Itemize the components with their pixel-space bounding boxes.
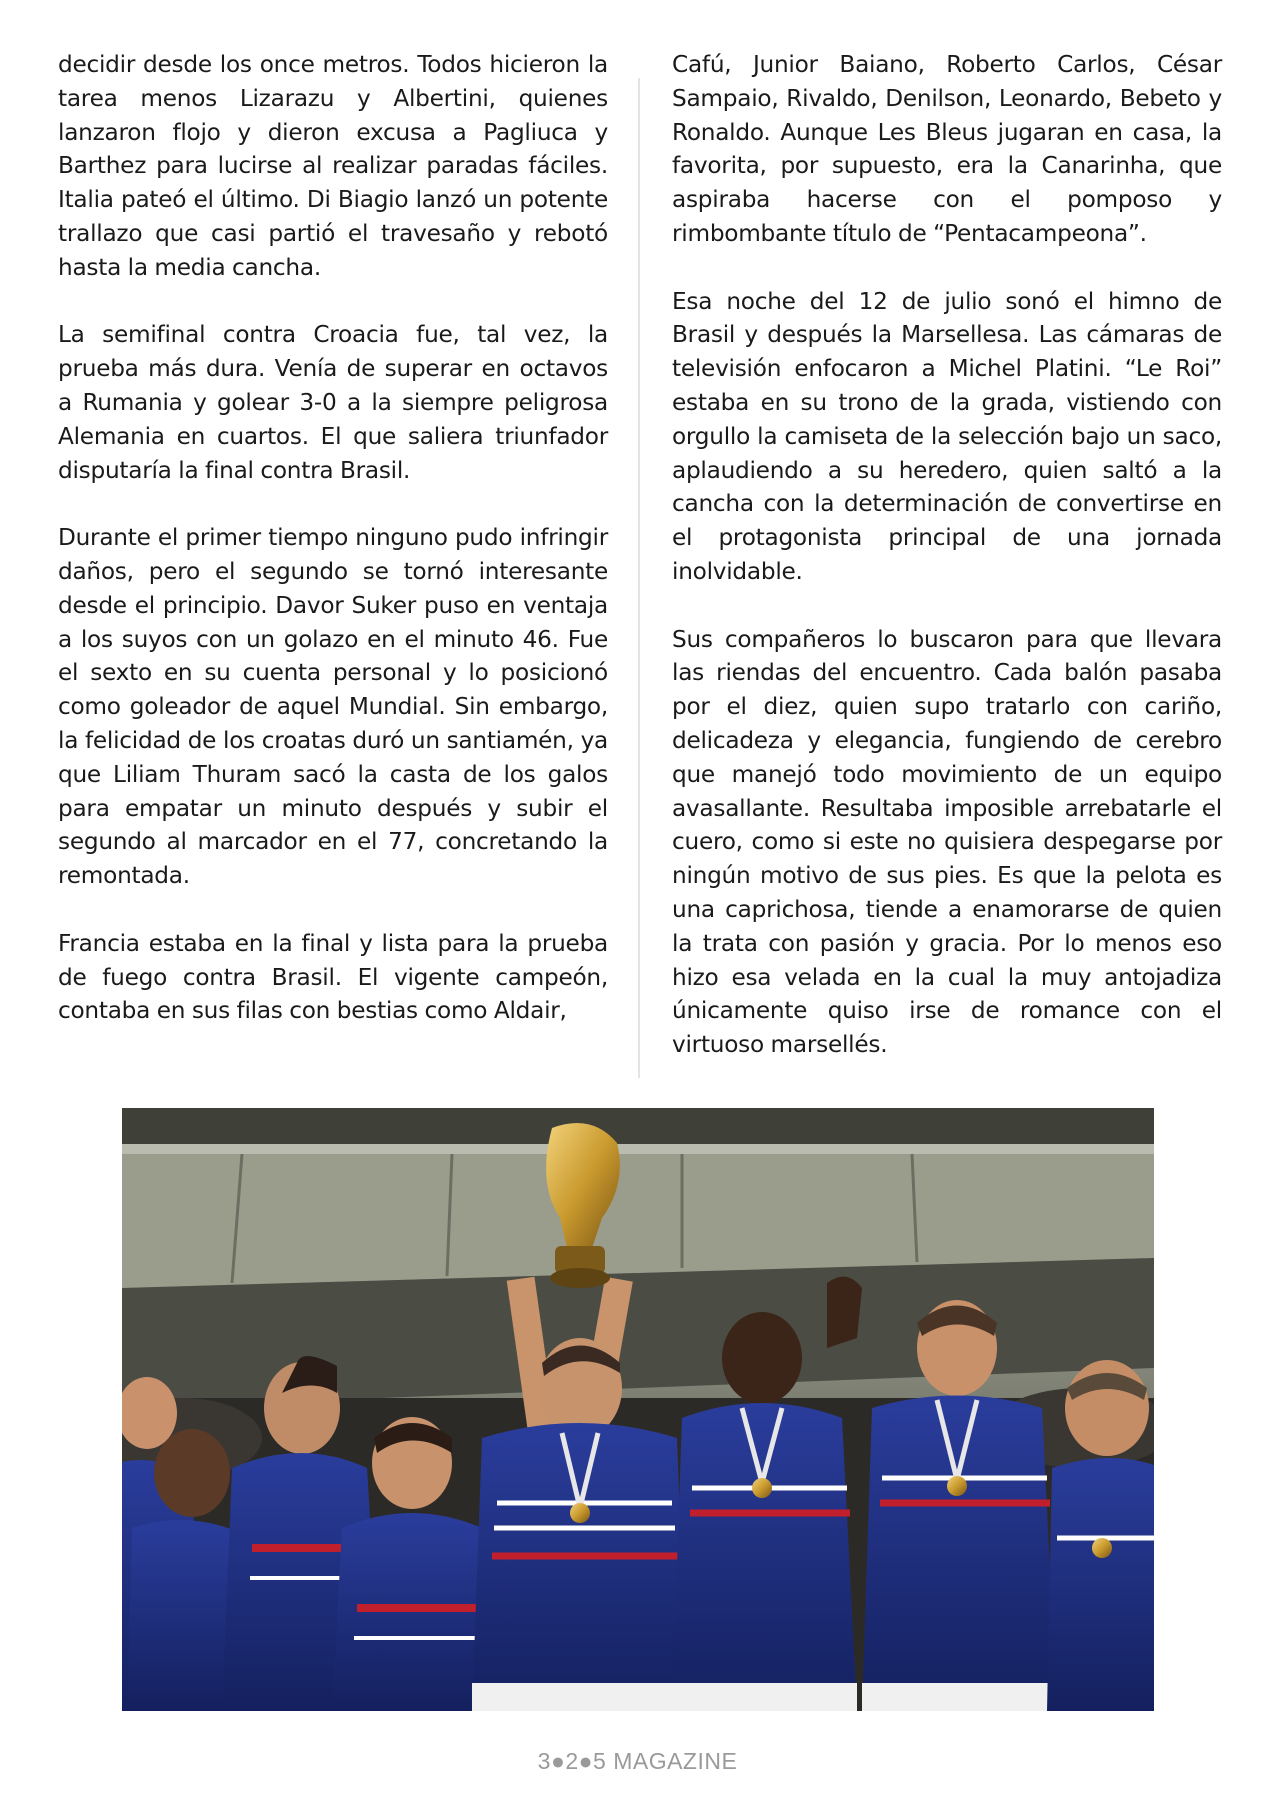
paragraph: decidir desde los once metros. Todos hicieron la tarea menos Lizarazu y Albertini, quienes lanzaron flojo y dieron excusa a Pagliuca y Barthez para lucirse al realizar paradas fáciles. Italia pateó el último. Di Biagio lanzó un potente trallazo que casi partió el travesaño y rebotó hasta la media cancha.	[58, 51, 608, 281]
paragraph: Francia estaba en la final y lista para la prueba de fuego contra Brasil. El vigente campeón, contaba en sus filas con bestias como Aldair,	[58, 929, 608, 1025]
column-divider	[638, 78, 640, 1078]
paragraph: Esa noche del 12 de julio sonó el himno de Brasil y después la Marsellesa. Las cámaras de televisión enfocaron a Michel Platini. “Le Roi” estaba en su trono de la grada, vistiendo con orgullo la camiseta de la selección bajo un saco, aplaudiendo a su heredero, quien saltó a la cancha con la determinación de convertirse en el protagonista principal de una jornada inolvidable.	[672, 287, 1222, 585]
team-celebration-illustration	[122, 1108, 1154, 1711]
paragraph: La semifinal contra Croacia fue, tal vez, la prueba más dura. Venía de superar en octavos a Rumania y golear 3-0 a la siempre peligrosa Alemania en cuartos. El que saliera triunfador disputaría la final contra Brasil.	[58, 321, 608, 484]
magazine-footer-brand: 3●2●5 MAGAZINE	[537, 1748, 738, 1774]
article-column-left	[58, 48, 608, 1028]
paragraph: Durante el primer tiempo ninguno pudo infringir daños, pero el segundo se tornó interesante desde el principio. Davor Suker puso en ventaja a los suyos con un golazo en el minuto 46. Fue el sexto en su cuenta personal y lo posicionó como goleador de aquel Mundial. Sin embargo, la felicidad de los croatas duró un santiamén, ya que Liliam Thuram sacó la casta de los galos para empatar un minuto después y subir el segundo al marcador en el 77, concretando la remontada.	[58, 524, 608, 890]
article-photo	[122, 1108, 1154, 1711]
paragraph: Cafú, Junior Baiano, Roberto Carlos, César Sampaio, Rivaldo, Denilson, Leonardo, Bebeto y Ronaldo. Aunque Les Bleus jugaran en casa, la favorita, por supuesto, era la Canarinha, que aspiraba hacerse con el pomposo y rimbombante título de “Pentacampeona”.	[672, 51, 1222, 247]
paragraph: Sus compañeros lo buscaron para que llevara las riendas del encuentro. Cada balón pasaba por el diez, quien supo tratarlo con cariño, delicadeza y elegancia, fungiendo de cerebro que manejó todo movimiento de un equipo avasallante. Resultaba imposible arrebatarle el cuero, como si este no quisiera despegarse por ningún motivo de sus pies. Es que la pelota es una caprichosa, tiende a enamorarse de quien la trata con pasión y gracia. Por lo menos eso hizo esa velada en la cual la muy antojadiza únicamente quiso irse de romance con el virtuoso marsellés.	[672, 625, 1222, 1059]
article-column-right	[672, 48, 1222, 1062]
